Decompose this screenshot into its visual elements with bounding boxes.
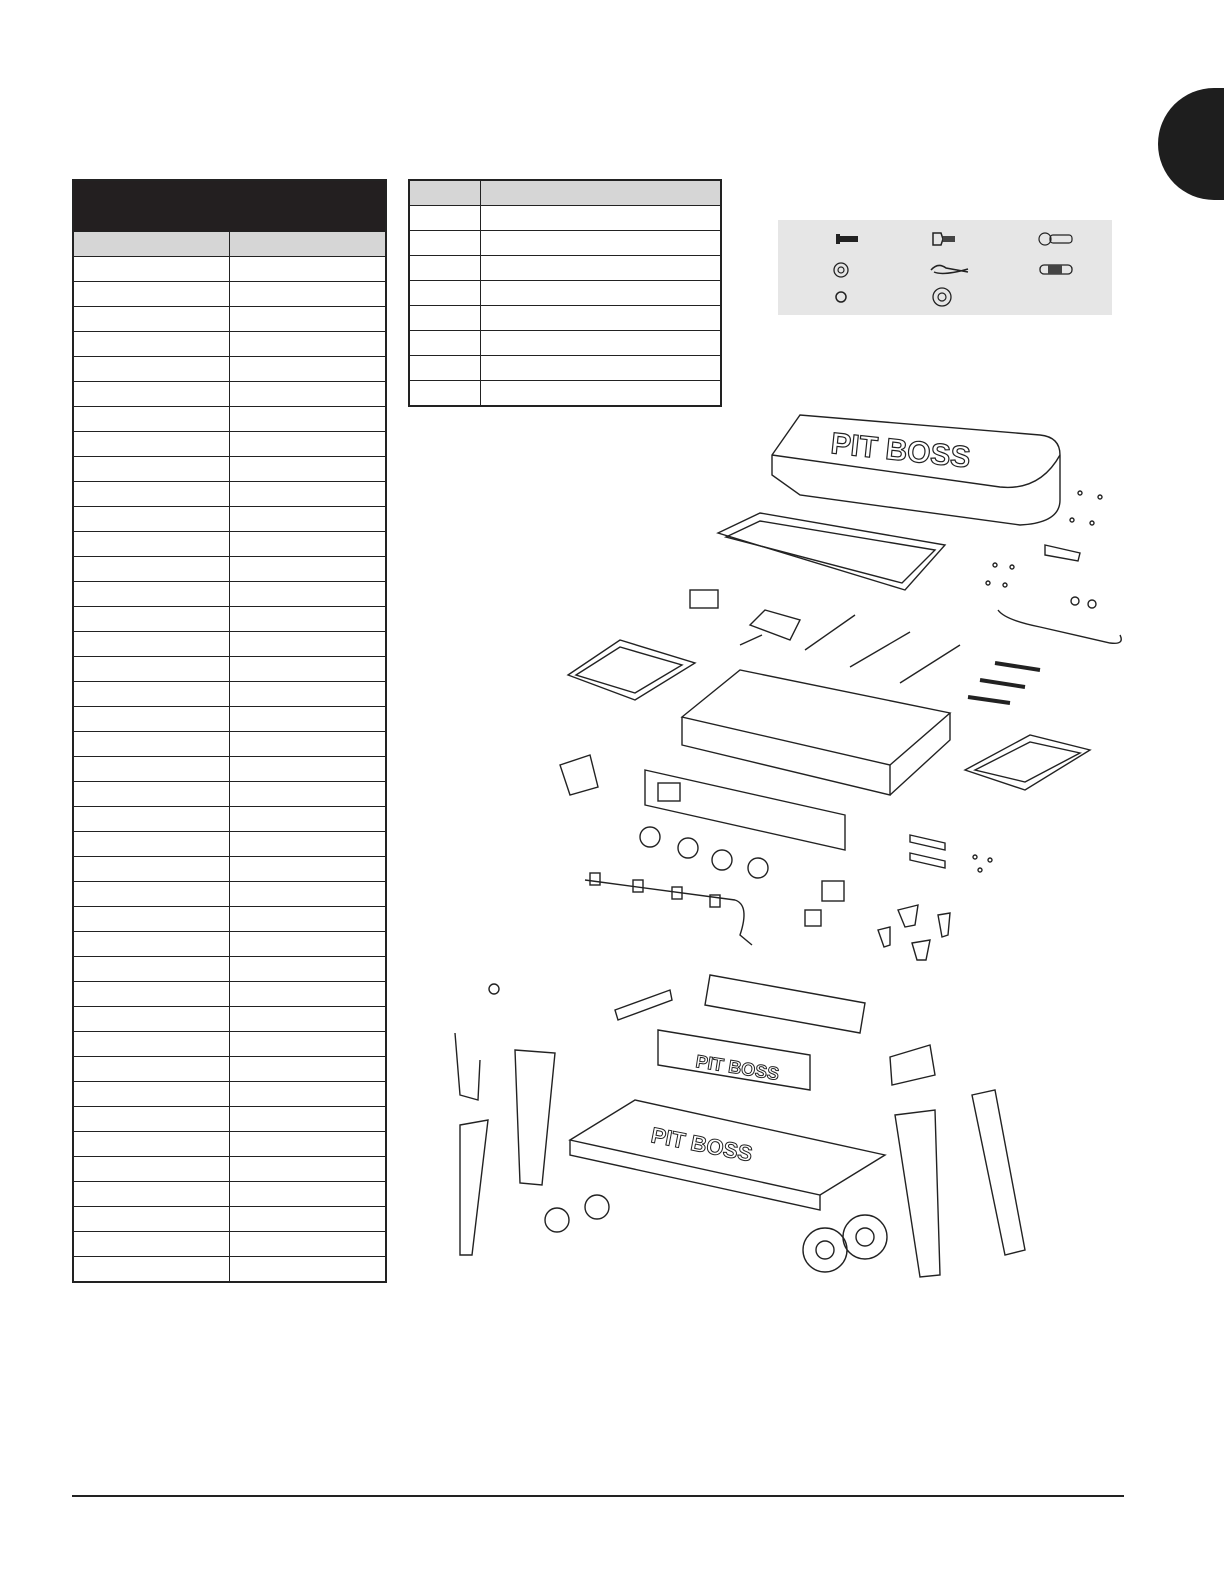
part-number-cell	[409, 356, 481, 381]
pin-icon	[1039, 233, 1072, 245]
flat-washer-icon	[834, 263, 848, 277]
table-row	[73, 782, 386, 807]
part-description-cell	[481, 356, 722, 381]
table-row	[73, 257, 386, 282]
table-row	[73, 432, 386, 457]
part-number-cell	[73, 1232, 230, 1257]
front-brand-logo: PIT BOSS	[694, 1051, 781, 1085]
part-description-cell	[230, 632, 387, 657]
part-description-cell	[230, 307, 387, 332]
table-row	[73, 357, 386, 382]
table-row	[409, 381, 721, 407]
part-number-cell	[73, 1057, 230, 1082]
large-washer-icon	[933, 288, 951, 306]
table-row	[73, 882, 386, 907]
part-number-cell	[409, 331, 481, 356]
part-description-cell	[230, 457, 387, 482]
part-description-cell	[230, 1257, 387, 1283]
table-row	[73, 282, 386, 307]
section-tab-marker	[1158, 88, 1224, 200]
part-number-cell	[73, 607, 230, 632]
part-number-cell	[73, 1257, 230, 1283]
part-description-cell	[230, 1082, 387, 1107]
part-description-cell	[230, 407, 387, 432]
part-description-cell	[230, 557, 387, 582]
table-row	[73, 1082, 386, 1107]
parts-table-header-row	[73, 232, 386, 257]
part-number-cell	[73, 407, 230, 432]
part-description-cell	[481, 206, 722, 231]
leg-brackets	[878, 905, 950, 960]
part-number-cell	[73, 1107, 230, 1132]
part-description-cell	[230, 382, 387, 407]
part-description-cell	[230, 682, 387, 707]
part-description-cell	[230, 857, 387, 882]
part-description-cell	[230, 1182, 387, 1207]
part-number-cell	[73, 682, 230, 707]
part-number-cell	[73, 832, 230, 857]
part-description-cell	[230, 282, 387, 307]
table-row	[73, 457, 386, 482]
table-row	[73, 807, 386, 832]
part-number-cell	[73, 732, 230, 757]
part-description-cell	[230, 757, 387, 782]
part-number-cell	[73, 432, 230, 457]
part-number-cell	[73, 882, 230, 907]
part-number-cell	[73, 257, 230, 282]
flat-head-screw-icon	[933, 233, 955, 245]
side-mount-bracket	[890, 1045, 935, 1085]
part-number-cell	[73, 782, 230, 807]
part-description-cell	[230, 732, 387, 757]
back-panel	[705, 975, 865, 1033]
heat-deflectors	[968, 663, 1040, 703]
table-row	[73, 832, 386, 857]
part-description-cell	[230, 1157, 387, 1182]
table-row	[73, 1007, 386, 1032]
table-row	[73, 1157, 386, 1182]
part-description-cell	[481, 281, 722, 306]
left-side-shelf	[568, 640, 695, 700]
part-number-cell	[73, 507, 230, 532]
gas-manifold	[585, 873, 752, 945]
part-number-cell	[73, 357, 230, 382]
part-number-cell	[73, 982, 230, 1007]
shelf-hinge-plates	[910, 835, 945, 868]
control-panel	[645, 770, 845, 850]
table-row	[73, 857, 386, 882]
part-description-cell	[230, 707, 387, 732]
part-description-cell	[230, 982, 387, 1007]
table-row	[73, 407, 386, 432]
griddle-plate	[718, 513, 945, 590]
part-number-cell	[73, 632, 230, 657]
firebox	[682, 670, 950, 795]
burners	[740, 610, 960, 683]
part-number-cell	[409, 231, 481, 256]
parts-list-table-right	[408, 179, 722, 407]
part-number-cell	[73, 657, 230, 682]
part-description-cell	[230, 357, 387, 382]
table-row	[73, 732, 386, 757]
part-number-cell	[73, 907, 230, 932]
part-number-cell	[73, 307, 230, 332]
part-description-cell	[230, 1007, 387, 1032]
table-row	[73, 382, 386, 407]
grease-cup	[690, 590, 718, 608]
part-number-cell	[73, 932, 230, 957]
part-description-cell	[230, 582, 387, 607]
tank-hook	[455, 1033, 480, 1100]
part-number-cell	[73, 1132, 230, 1157]
part-number-cell	[73, 282, 230, 307]
table-row	[73, 657, 386, 682]
header-number	[73, 232, 230, 257]
part-description-cell	[230, 1232, 387, 1257]
header-number	[409, 180, 481, 206]
part-description-cell	[230, 957, 387, 982]
part-number-cell	[73, 1082, 230, 1107]
part-description-cell	[230, 907, 387, 932]
part-number-cell	[73, 1032, 230, 1057]
caster-wheels	[545, 1195, 609, 1232]
table-row	[73, 1057, 386, 1082]
part-description-cell	[230, 832, 387, 857]
part-number-cell	[409, 381, 481, 407]
right-side-shelf	[965, 735, 1090, 790]
igniter-module	[822, 881, 844, 901]
exploded-parts-diagram	[420, 405, 1140, 1295]
lid-hinge-bracket	[1045, 545, 1080, 561]
part-number-cell	[73, 857, 230, 882]
part-number-cell	[73, 807, 230, 832]
part-number-cell	[73, 1007, 230, 1032]
part-description-cell	[230, 482, 387, 507]
machine-screw-icon	[836, 234, 858, 244]
part-description-cell	[230, 532, 387, 557]
lid-brand-logo: PIT BOSS	[829, 427, 972, 475]
table-row	[73, 1132, 386, 1157]
part-description-cell	[481, 231, 722, 256]
table-row	[409, 331, 721, 356]
lock-washer-icon	[836, 292, 846, 302]
table-row	[73, 1107, 386, 1132]
table-row	[73, 757, 386, 782]
part-number-cell	[73, 707, 230, 732]
part-description-cell	[230, 257, 387, 282]
part-description-cell	[230, 432, 387, 457]
table-row	[73, 1207, 386, 1232]
table-row	[73, 982, 386, 1007]
part-number-cell	[73, 532, 230, 557]
part-description-cell	[481, 306, 722, 331]
table-row	[73, 682, 386, 707]
table-row	[409, 256, 721, 281]
part-number-cell	[73, 557, 230, 582]
part-description-cell	[230, 607, 387, 632]
part-description-cell	[230, 657, 387, 682]
tank-holder-bracket	[560, 755, 598, 795]
side-handle	[998, 610, 1121, 643]
table-row	[73, 332, 386, 357]
table-row	[73, 1032, 386, 1057]
part-description-cell	[230, 1132, 387, 1157]
part-description-cell	[230, 1032, 387, 1057]
part-number-cell	[409, 256, 481, 281]
table-row	[73, 607, 386, 632]
table-row	[409, 206, 721, 231]
table-row	[73, 957, 386, 982]
part-number-cell	[73, 957, 230, 982]
part-number-cell	[409, 206, 481, 231]
part-description-cell	[230, 932, 387, 957]
wheels	[803, 1215, 887, 1272]
front-panel	[658, 1030, 810, 1090]
bottom-shelf	[570, 1100, 885, 1210]
part-description-cell	[230, 807, 387, 832]
part-description-cell	[230, 507, 387, 532]
part-description-cell	[481, 381, 722, 407]
parts-table-title-row	[73, 180, 386, 232]
part-number-cell	[73, 582, 230, 607]
part-description-cell	[230, 1107, 387, 1132]
table-row	[73, 1257, 386, 1283]
part-number-cell	[73, 382, 230, 407]
part-description-cell	[230, 332, 387, 357]
table-row	[409, 231, 721, 256]
part-description-cell	[230, 882, 387, 907]
table-row	[409, 356, 721, 381]
footer-rule	[72, 1495, 1124, 1497]
table-row	[73, 632, 386, 657]
table-row	[73, 1182, 386, 1207]
table-row	[73, 307, 386, 332]
table-row	[409, 281, 721, 306]
griddle-lid	[772, 415, 1060, 525]
part-number-cell	[73, 1157, 230, 1182]
hardware-legend	[778, 220, 1112, 315]
front-cross-bracket	[615, 990, 672, 1020]
part-number-cell	[73, 482, 230, 507]
table-row	[73, 582, 386, 607]
part-description-cell	[481, 256, 722, 281]
table-row	[73, 907, 386, 932]
control-knobs	[640, 827, 768, 878]
shelf-brand-logo: PIT BOSS	[649, 1122, 755, 1167]
part-number-cell	[73, 332, 230, 357]
part-number-cell	[73, 757, 230, 782]
parts-table-title	[73, 180, 386, 232]
part-description-cell	[230, 782, 387, 807]
header-description	[230, 232, 387, 257]
table-row	[73, 932, 386, 957]
parts-table-header-row	[409, 180, 721, 206]
table-row	[73, 482, 386, 507]
part-number-cell	[73, 457, 230, 482]
part-number-cell	[409, 281, 481, 306]
table-row	[73, 707, 386, 732]
part-number-cell	[73, 1207, 230, 1232]
part-description-cell	[230, 1057, 387, 1082]
part-description-cell	[230, 1207, 387, 1232]
table-row	[409, 306, 721, 331]
table-row	[73, 532, 386, 557]
part-description-cell	[481, 331, 722, 356]
table-row	[73, 1232, 386, 1257]
r-clip-icon	[931, 265, 968, 273]
parts-list-table-left	[72, 179, 387, 1283]
part-number-cell	[73, 1182, 230, 1207]
header-description	[481, 180, 722, 206]
spacer-sleeve-icon	[1040, 265, 1072, 274]
part-number-cell	[409, 306, 481, 331]
table-row	[73, 557, 386, 582]
regulator-bracket	[805, 910, 821, 926]
table-row	[73, 507, 386, 532]
